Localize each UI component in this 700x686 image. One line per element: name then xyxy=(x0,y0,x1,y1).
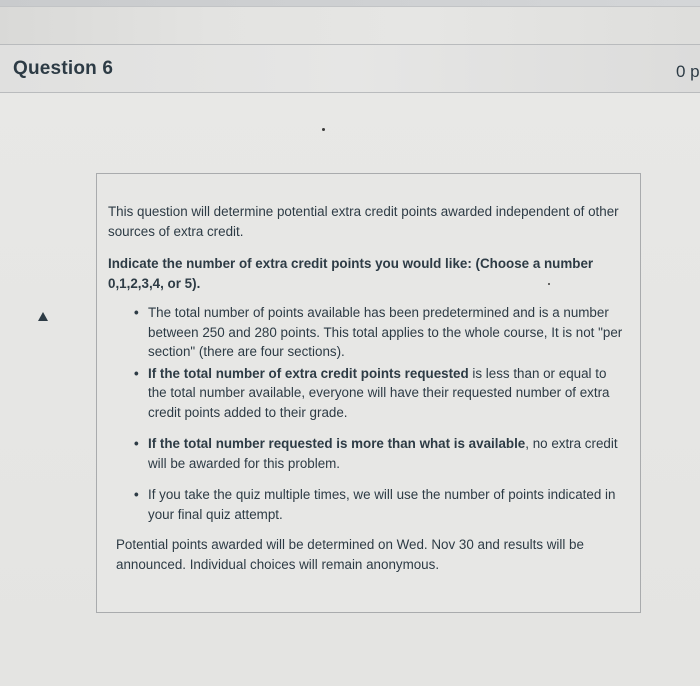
rules-list xyxy=(108,303,623,524)
bullet-icon: • xyxy=(134,436,139,451)
intro-paragraph: This question will determine potential extra credit points awarded independent of other sources of extra credit. xyxy=(108,204,619,239)
screen-speck xyxy=(548,283,550,285)
list-item xyxy=(134,303,623,362)
mouse-pointer-icon xyxy=(38,312,48,321)
question-text-box xyxy=(96,173,641,613)
list-item-text: , no extra credit will be awarded for this problem. xyxy=(148,436,618,471)
list-item xyxy=(134,485,623,524)
screen-speck xyxy=(322,128,325,131)
question-card xyxy=(0,44,700,686)
instruction-paragraph: Indicate the number of extra credit points you would like: (Choose a number 0,1,2,3,4, or 5). xyxy=(108,256,594,291)
footer-paragraph: Potential points awarded will be determined on Wed. Nov 30 and results will be announced. Individual choices will remain anonymous. xyxy=(116,537,584,572)
question-header xyxy=(0,45,700,93)
list-item-bold: If the total number requested is more than what is available xyxy=(148,436,526,451)
list-item-bold: If the total number of extra credit points requested xyxy=(148,365,469,381)
bullet-icon: • xyxy=(134,305,139,320)
bullet-icon: • xyxy=(134,487,139,502)
list-item-text: The total number of points available has been predetermined and is a number between 250 and 280 points. This total applies to the whole course, It is not "per section" (there are four sections). xyxy=(148,305,623,359)
question-points: 0 p xyxy=(676,62,700,81)
question-content xyxy=(108,202,623,574)
top-strip xyxy=(0,0,700,7)
list-item-text: is less than or equal to the total number available, everyone will have their requested number of extra credit points added to their grade. xyxy=(148,365,610,420)
list-item xyxy=(134,364,623,423)
list-item-text: If you take the quiz multiple times, we will use the number of points indicated in your final quiz attempt. xyxy=(148,487,616,522)
list-item xyxy=(134,434,623,473)
question-title: Question 6 xyxy=(13,58,114,79)
bullet-icon: • xyxy=(134,365,139,381)
